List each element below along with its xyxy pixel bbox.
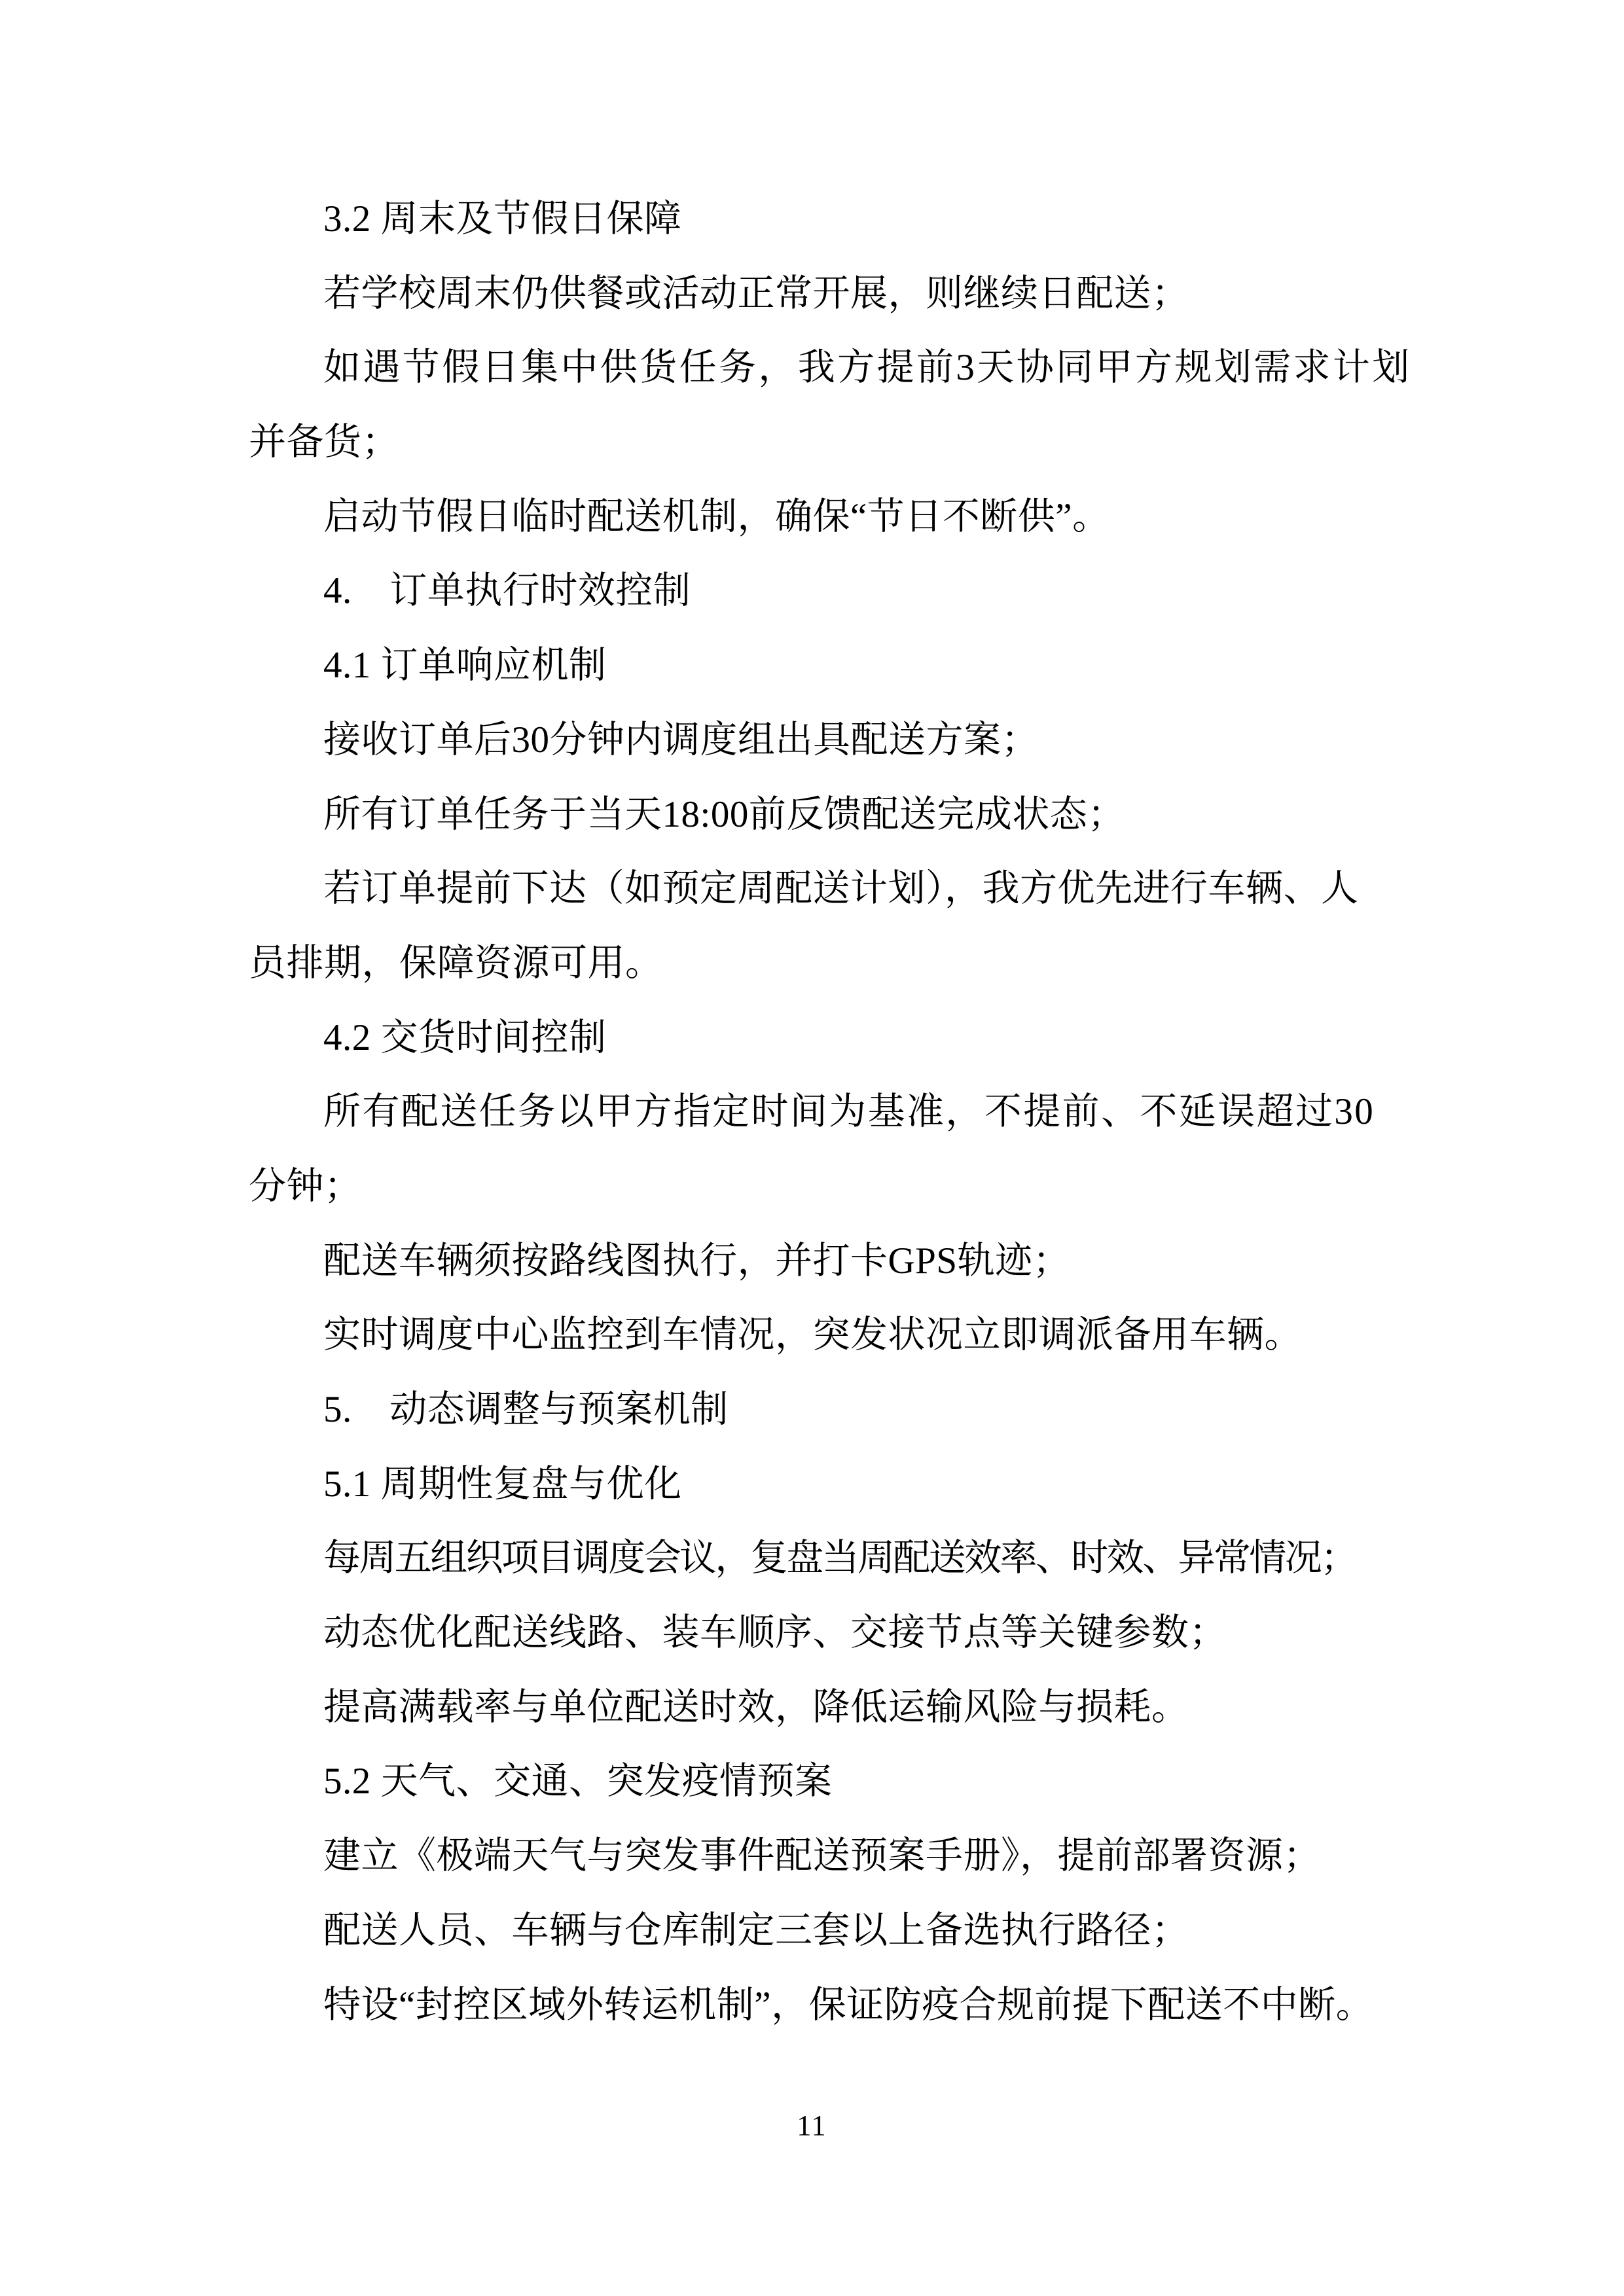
heading-4-2: 4.2 交货时间控制	[323, 1016, 607, 1058]
heading-5-2: 5.2 天气、交通、突发疫情预案	[323, 1761, 833, 1803]
heading-5: 5. 动态调整与预案机制	[323, 1389, 729, 1430]
heading-3-2: 3.2 周末及节假日保障	[323, 198, 682, 240]
paragraph-line: 如遇节假日集中供货任务，我方提前3天协同甲方规划需求计划	[323, 347, 1412, 389]
paragraph-line: 动态优化配送线路、装车顺序、交接节点等关键参数；	[323, 1612, 1227, 1654]
paragraph-line: 所有配送任务以甲方指定时间为基准，不提前、不延误超过30	[323, 1091, 1375, 1133]
paragraph-line: 并备货；	[249, 422, 399, 463]
paragraph-line: 实时调度中心监控到车情况，突发状况立即调派备用车辆。	[323, 1314, 1302, 1356]
heading-4-1: 4.1 订单响应机制	[323, 645, 607, 687]
paragraph-line: 所有订单任务于当天18:00前反馈配送完成状态；	[323, 793, 1125, 835]
paragraph-line: 特设“封控区域外转运机制”，保证防疫合规前提下配送不中断。	[323, 1984, 1374, 2026]
paragraph-line: 建立《极端天气与突发事件配送预案手册》，提前部署资源；	[323, 1835, 1321, 1877]
paragraph-line: 配送人员、车辆与仓库制定三套以上备选执行路径；	[323, 1909, 1189, 1951]
paragraph-line: 分钟；	[249, 1165, 362, 1207]
paragraph-line: 提高满载率与单位配送时效，降低运输风险与损耗。	[323, 1686, 1189, 1728]
paragraph-line: 启动节假日临时配送机制，确保“节日不断供”。	[323, 495, 1110, 537]
heading-5-1: 5.1 周期性复盘与优化	[323, 1463, 682, 1505]
paragraph-line: 若学校周末仍供餐或活动正常开展，则继续日配送；	[323, 272, 1189, 314]
paragraph-line: 每周五组织项目调度会议，复盘当周配送效率、时效、异常情况；	[323, 1537, 1356, 1579]
document-body	[249, 182, 1412, 2042]
paragraph-line: 若订单提前下达（如预定周配送计划），我方优先进行车辆、人	[323, 868, 1359, 910]
heading-4: 4. 订单执行时效控制	[323, 570, 691, 612]
paragraph-line: 配送车辆须按路线图执行，并打卡GPS轨迹；	[323, 1240, 1071, 1282]
paragraph-line: 员排期，保障资源可用。	[249, 942, 663, 984]
paragraph-line: 接收订单后30分钟内调度组出具配送方案；	[323, 719, 1039, 761]
page-number: 11	[797, 2109, 827, 2142]
